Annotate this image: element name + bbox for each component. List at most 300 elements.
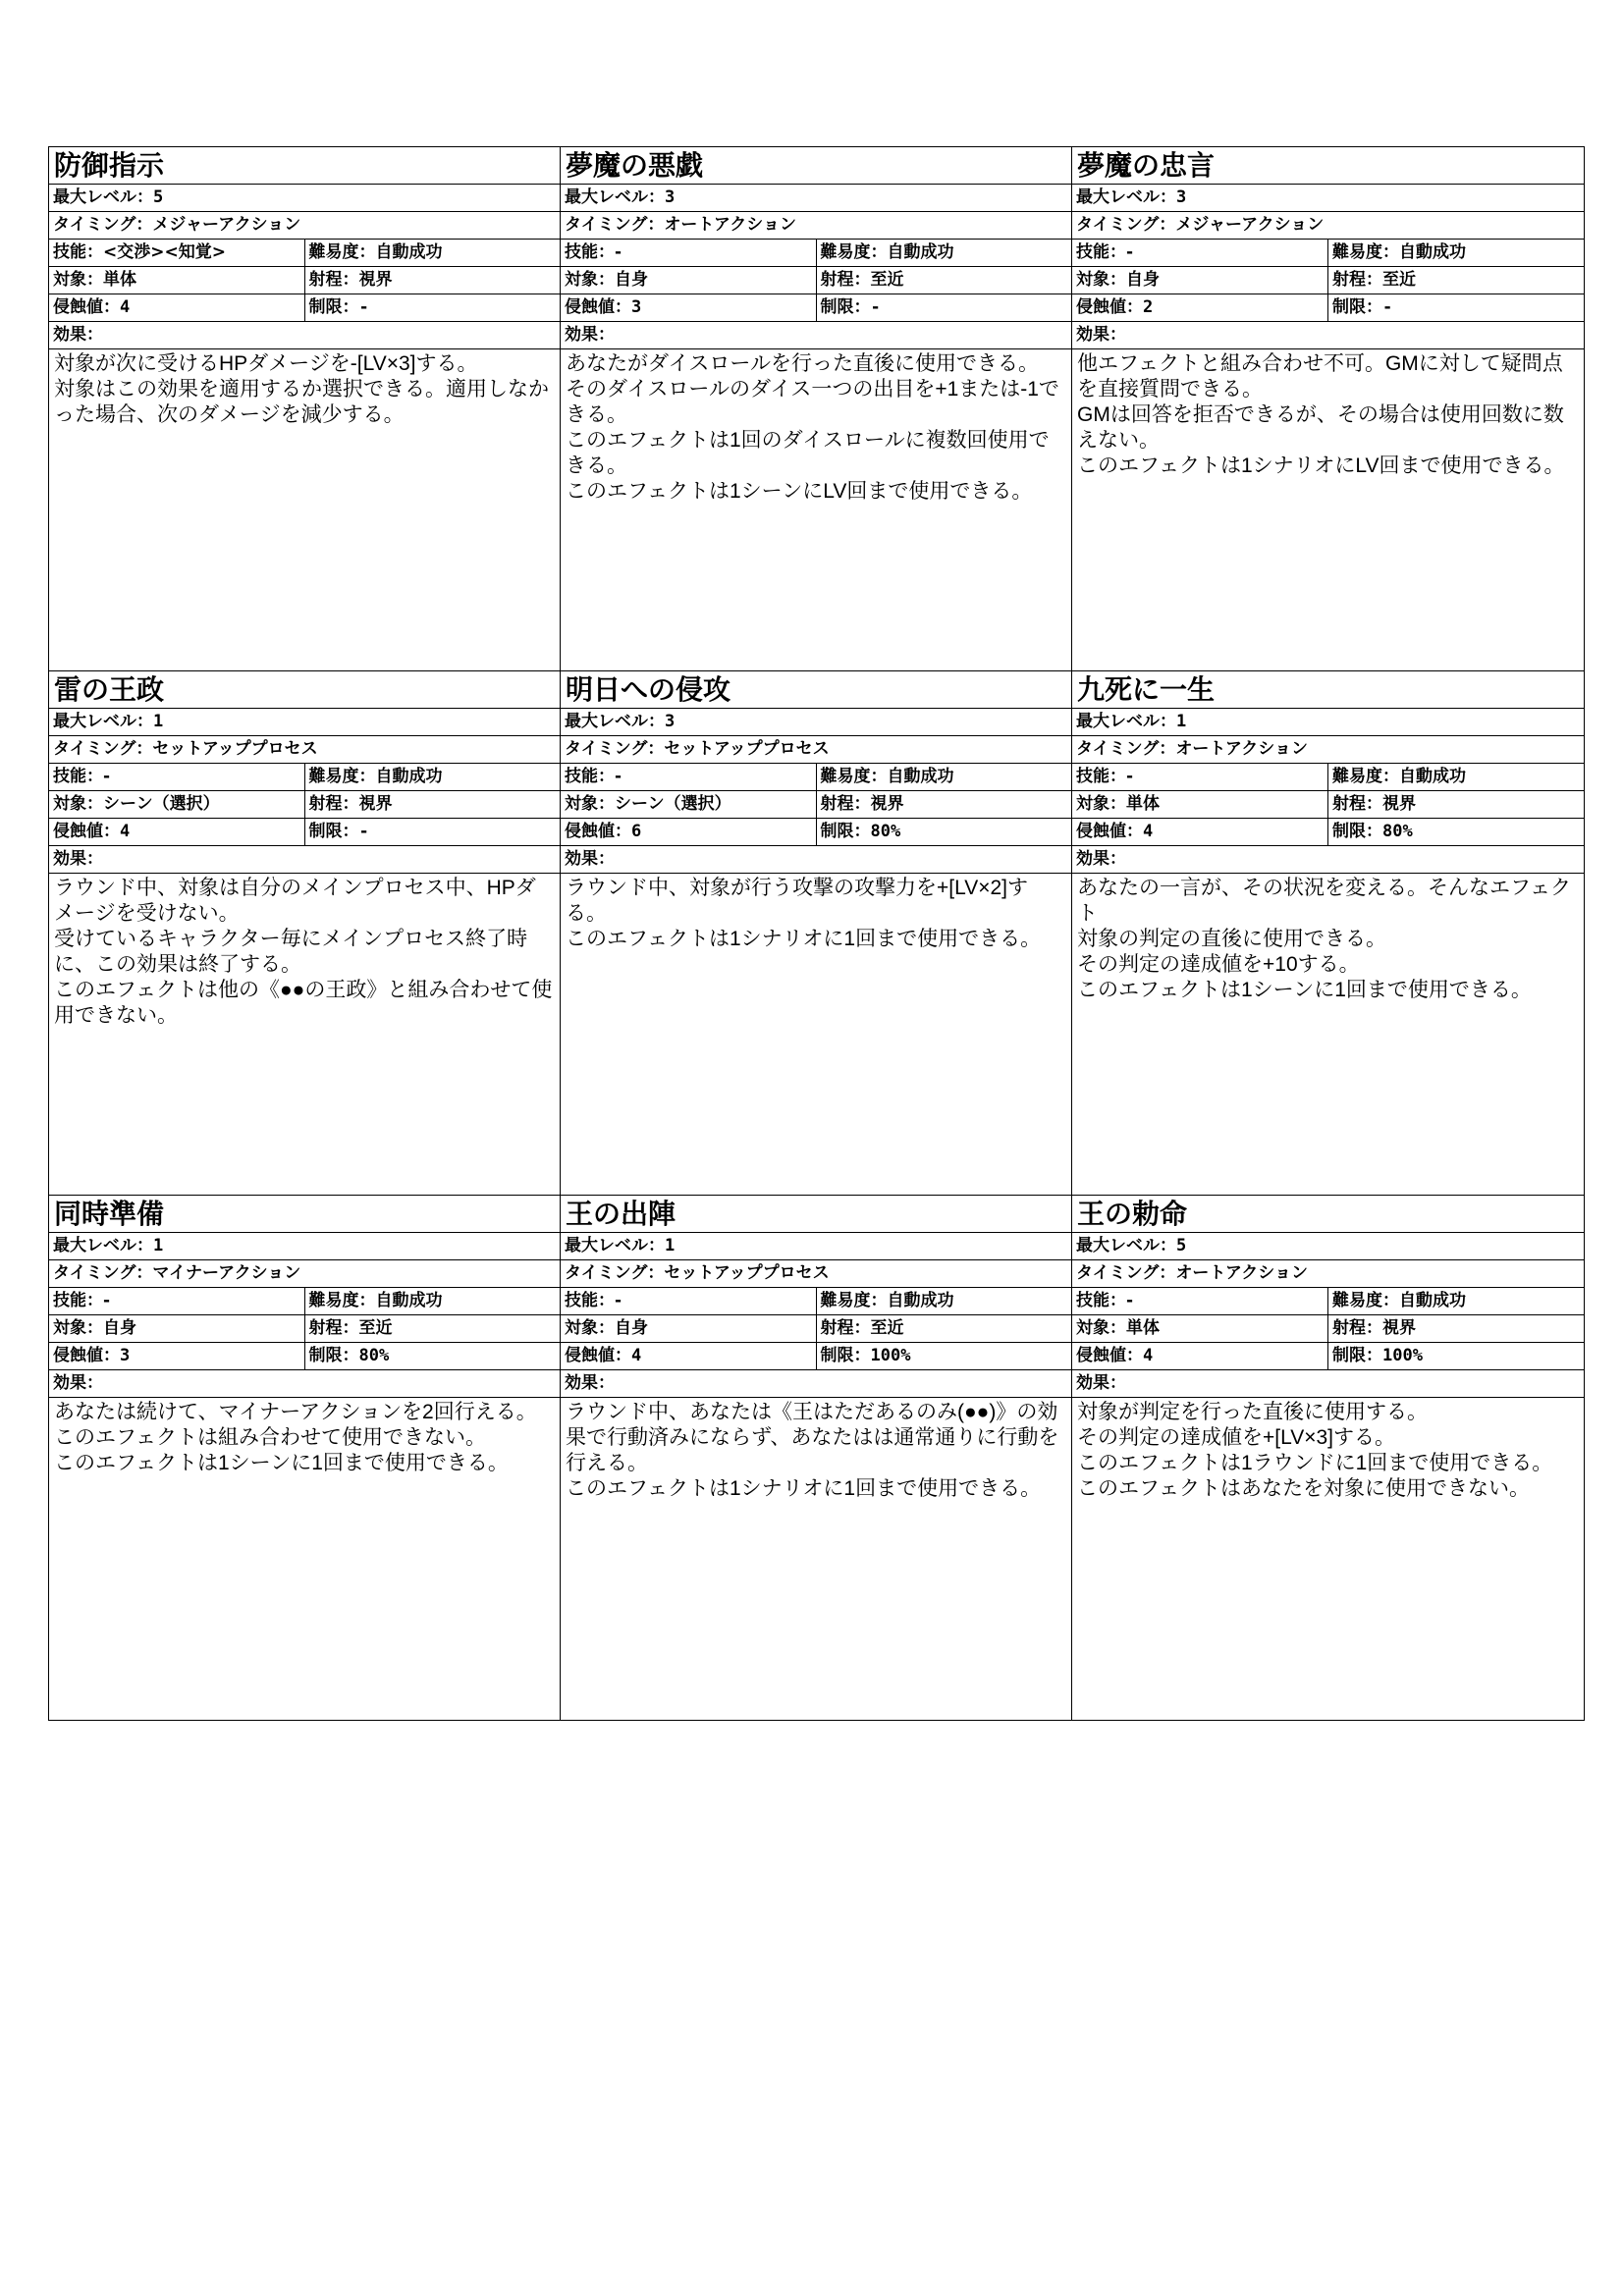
effect-label: 効果：	[1076, 849, 1126, 869]
skill-row	[1072, 240, 1584, 267]
skill-row	[49, 1288, 560, 1315]
target-value: 自身	[615, 1318, 648, 1338]
target-value: シーン（選択）	[615, 794, 731, 814]
effect-label: 効果：	[53, 325, 103, 345]
effect-label: 効果：	[565, 325, 615, 345]
card-title-row	[561, 1196, 1071, 1233]
effect-text: ラウンド中、対象は自分のメインプロセス中、HPダメージを受けない。 受けているキャラクター毎にメインプロセス終了時に、この効果は終了する。 このエフェクトは他の《●●の王政》と組み合わせて使用できない。	[54, 877, 553, 1027]
max-level-label: 最大レベル：	[1076, 712, 1176, 731]
target-cell	[49, 791, 304, 818]
limit-value: -	[358, 297, 369, 317]
target-value: 単体	[1126, 794, 1160, 814]
range-value: 至近	[870, 1318, 904, 1338]
max-level-row	[49, 709, 560, 736]
timing-value: メジャーアクション	[152, 215, 301, 235]
difficulty-label: 難易度：	[308, 767, 376, 786]
erosion-row	[561, 294, 1071, 322]
max-level-row	[1072, 709, 1584, 736]
erosion-cell	[1072, 819, 1327, 845]
range-cell	[816, 267, 1072, 294]
erosion-label: 侵蝕値：	[565, 297, 631, 317]
difficulty-label: 難易度：	[308, 1291, 376, 1310]
effect-label: 効果：	[565, 1373, 615, 1393]
skill-value: -	[1126, 1291, 1134, 1310]
range-cell	[304, 1315, 561, 1342]
effect-text: 他エフェクトと組み合わせ不可。GMに対して疑問点を直接質問できる。 GMは回答を拒否できるが、その場合は使用回数に数えない。 このエフェクトは1シナリオにLV回まで使用できる。	[1077, 352, 1565, 477]
effect-text: あなたの一言が、その状況を変える。そんなエフェクト 対象の判定の直後に使用できる。 その判定の達成値を+10する。 このエフェクトは1シーンに1回まで使用できる。	[1077, 877, 1571, 1001]
target-cell	[561, 267, 816, 294]
erosion-value: 4	[120, 297, 131, 317]
erosion-cell	[561, 1343, 816, 1369]
effect-card	[561, 671, 1072, 1196]
limit-cell	[816, 819, 1072, 845]
skill-label: 技能：	[565, 242, 615, 262]
target-cell	[561, 1315, 816, 1342]
difficulty-cell	[816, 1288, 1072, 1314]
difficulty-value: 自動成功	[375, 242, 443, 262]
target-row	[561, 267, 1071, 294]
timing-row	[49, 1260, 560, 1288]
max-level-cell	[561, 185, 1071, 211]
max-level-label: 最大レベル：	[565, 187, 665, 207]
max-level-cell	[49, 1233, 560, 1259]
limit-label: 制限：	[1332, 822, 1382, 841]
erosion-cell	[1072, 294, 1327, 321]
difficulty-cell	[304, 764, 561, 790]
card-name: 夢魔の忠言	[1077, 149, 1216, 182]
limit-value: -	[1382, 297, 1393, 317]
target-label: 対象：	[1076, 794, 1126, 814]
difficulty-label: 難易度：	[820, 242, 888, 262]
effect-card	[1072, 1196, 1584, 1720]
card-title-row	[49, 671, 560, 709]
effect-text: 対象が判定を行った直後に使用する。 その判定の達成値を+[LV×3]する。 このエフェクトは1ラウンドに1回まで使用できる。 このエフェクトはあなたを対象に使用できない。	[1077, 1401, 1553, 1500]
effect-header-row	[1072, 1370, 1584, 1398]
card-name: 王の勅命	[1077, 1198, 1188, 1230]
max-level-value: 1	[153, 1236, 164, 1255]
effect-header-row	[49, 322, 560, 349]
timing-row	[561, 212, 1071, 240]
erosion-value: 3	[120, 1346, 131, 1365]
limit-value: 80%	[1382, 822, 1413, 841]
effect-label: 効果：	[53, 1373, 103, 1393]
target-row	[561, 791, 1071, 819]
timing-value: オートアクション	[664, 215, 796, 235]
difficulty-value: 自動成功	[1399, 1291, 1466, 1310]
skill-label: 技能：	[53, 767, 103, 786]
erosion-row	[49, 1343, 560, 1370]
erosion-row	[1072, 294, 1584, 322]
timing-label: タイミング：	[1076, 215, 1176, 235]
skill-label: 技能：	[1076, 242, 1126, 262]
max-level-cell	[49, 709, 560, 735]
target-row	[1072, 1315, 1584, 1343]
card-title-row	[49, 147, 560, 185]
range-label: 射程：	[1332, 270, 1382, 290]
effect-card	[561, 147, 1072, 671]
target-value: 自身	[103, 1318, 136, 1338]
erosion-row	[1072, 1343, 1584, 1370]
card-title-row	[1072, 147, 1584, 185]
erosion-row	[1072, 819, 1584, 846]
max-level-row	[561, 1233, 1071, 1260]
timing-label: タイミング：	[565, 1263, 665, 1283]
range-value: 至近	[870, 270, 904, 290]
range-value: 視界	[358, 794, 393, 814]
skill-value: -	[1126, 767, 1134, 786]
target-label: 対象：	[53, 1318, 103, 1338]
limit-label: 制限：	[820, 297, 871, 317]
effect-text: あなたは続けて、マイナーアクションを2回行える。 このエフェクトは組み合わせて使用できない。 このエフェクトは1シーンに1回まで使用できる。	[54, 1401, 537, 1474]
skill-label: 技能：	[1076, 1291, 1126, 1310]
max-level-label: 最大レベル：	[53, 187, 153, 207]
difficulty-label: 難易度：	[820, 767, 888, 786]
max-level-value: 3	[1176, 187, 1187, 207]
timing-cell	[49, 736, 560, 763]
limit-label: 制限：	[308, 297, 359, 317]
limit-label: 制限：	[1332, 297, 1382, 317]
target-label: 対象：	[53, 794, 103, 814]
card-title-row	[1072, 671, 1584, 709]
skill-cell	[561, 1288, 816, 1314]
max-level-label: 最大レベル：	[1076, 187, 1176, 207]
card-name: 雷の王政	[54, 673, 165, 706]
limit-cell	[1327, 1343, 1584, 1369]
skill-cell	[49, 1288, 304, 1314]
max-level-cell	[1072, 709, 1584, 735]
timing-cell	[561, 1260, 1071, 1287]
limit-value: 100%	[1382, 1346, 1423, 1365]
erosion-row	[561, 1343, 1071, 1370]
target-cell	[1072, 791, 1327, 818]
timing-cell	[49, 1260, 560, 1287]
target-value: 単体	[103, 270, 136, 290]
range-cell	[304, 791, 561, 818]
target-row	[1072, 791, 1584, 819]
max-level-row	[49, 185, 560, 212]
erosion-row	[49, 294, 560, 322]
skill-label: 技能：	[565, 767, 615, 786]
erosion-value: 3	[631, 297, 642, 317]
timing-row	[49, 212, 560, 240]
skill-row	[49, 764, 560, 791]
limit-cell	[1327, 294, 1584, 321]
difficulty-cell	[816, 764, 1072, 790]
erosion-label: 侵蝕値：	[53, 1346, 120, 1365]
limit-value: 80%	[870, 822, 901, 841]
range-label: 射程：	[1332, 1318, 1382, 1338]
timing-cell	[561, 212, 1071, 239]
effect-header-row	[561, 846, 1071, 874]
effect-header-row	[561, 322, 1071, 349]
timing-value: マイナーアクション	[152, 1263, 301, 1283]
max-level-value: 5	[153, 187, 164, 207]
target-label: 対象：	[1076, 1318, 1126, 1338]
target-label: 対象：	[565, 794, 615, 814]
skill-value: -	[103, 1291, 111, 1310]
skill-value: -	[103, 767, 111, 786]
skill-row	[561, 240, 1071, 267]
timing-label: タイミング：	[565, 739, 665, 759]
max-level-label: 最大レベル：	[1076, 1236, 1176, 1255]
timing-row	[1072, 212, 1584, 240]
max-level-value: 1	[1176, 712, 1187, 731]
card-name: 明日への侵攻	[566, 673, 731, 706]
target-value: シーン（選択）	[103, 794, 220, 814]
skill-label: 技能：	[53, 242, 103, 262]
erosion-label: 侵蝕値：	[1076, 1346, 1143, 1365]
card-name: 九死に一生	[1077, 673, 1216, 706]
difficulty-value: 自動成功	[887, 242, 954, 262]
max-level-label: 最大レベル：	[53, 1236, 153, 1255]
timing-row	[49, 736, 560, 764]
card-title-row	[561, 671, 1071, 709]
erosion-cell	[561, 819, 816, 845]
skill-row	[49, 240, 560, 267]
timing-label: タイミング：	[53, 739, 153, 759]
timing-label: タイミング：	[1076, 739, 1176, 759]
range-label: 射程：	[308, 1318, 359, 1338]
range-label: 射程：	[1332, 794, 1382, 814]
effect-card	[49, 671, 561, 1196]
erosion-row	[561, 819, 1071, 846]
erosion-value: 4	[1143, 1346, 1154, 1365]
skill-cell	[561, 240, 816, 266]
difficulty-cell	[304, 1288, 561, 1314]
erosion-cell	[49, 1343, 304, 1369]
max-level-cell	[561, 709, 1071, 735]
timing-value: セットアッププロセス	[152, 739, 318, 759]
skill-label: 技能：	[53, 1291, 103, 1310]
effect-card-sheet	[48, 146, 1585, 1721]
erosion-value: 6	[631, 822, 642, 841]
target-label: 対象：	[1076, 270, 1126, 290]
erosion-label: 侵蝕値：	[565, 1346, 631, 1365]
target-value: 自身	[1126, 270, 1160, 290]
range-cell	[1327, 791, 1584, 818]
limit-cell	[816, 1343, 1072, 1369]
timing-label: タイミング：	[1076, 1263, 1176, 1283]
difficulty-value: 自動成功	[375, 767, 443, 786]
skill-cell	[49, 240, 304, 266]
max-level-cell	[49, 185, 560, 211]
range-label: 射程：	[820, 794, 871, 814]
timing-value: メジャーアクション	[1175, 215, 1325, 235]
effect-card	[1072, 147, 1584, 671]
target-cell	[1072, 267, 1327, 294]
skill-value: -	[1126, 242, 1134, 262]
skill-row	[561, 1288, 1071, 1315]
effect-header-row	[49, 846, 560, 874]
skill-value: -	[615, 767, 622, 786]
difficulty-cell	[816, 240, 1072, 266]
timing-value: セットアッププロセス	[664, 1263, 830, 1283]
erosion-cell	[49, 819, 304, 845]
max-level-row	[561, 709, 1071, 736]
erosion-value: 2	[1143, 297, 1154, 317]
limit-label: 制限：	[1332, 1346, 1382, 1365]
timing-value: オートアクション	[1175, 739, 1308, 759]
target-value: 自身	[615, 270, 648, 290]
difficulty-cell	[304, 240, 561, 266]
skill-cell	[1072, 240, 1327, 266]
limit-label: 制限：	[820, 822, 871, 841]
range-label: 射程：	[820, 270, 871, 290]
difficulty-value: 自動成功	[1399, 242, 1466, 262]
limit-cell	[1327, 819, 1584, 845]
erosion-value: 4	[120, 822, 131, 841]
range-cell	[304, 267, 561, 294]
difficulty-cell	[1327, 240, 1584, 266]
limit-cell	[304, 819, 561, 845]
effect-card	[561, 1196, 1072, 1720]
skill-row	[561, 764, 1071, 791]
skill-cell	[49, 764, 304, 790]
erosion-label: 侵蝕値：	[565, 822, 631, 841]
effect-label: 効果：	[53, 849, 103, 869]
target-row	[49, 1315, 560, 1343]
timing-cell	[561, 736, 1071, 763]
limit-label: 制限：	[308, 1346, 359, 1365]
range-label: 射程：	[308, 270, 359, 290]
max-level-value: 1	[665, 1236, 676, 1255]
range-label: 射程：	[820, 1318, 871, 1338]
target-label: 対象：	[565, 270, 615, 290]
timing-row	[561, 1260, 1071, 1288]
max-level-cell	[561, 1233, 1071, 1259]
erosion-value: 4	[1143, 822, 1154, 841]
skill-row	[1072, 764, 1584, 791]
erosion-label: 侵蝕値：	[53, 822, 120, 841]
max-level-label: 最大レベル：	[565, 1236, 665, 1255]
effect-card	[49, 147, 561, 671]
card-name: 王の出陣	[566, 1198, 676, 1230]
erosion-cell	[49, 294, 304, 321]
erosion-label: 侵蝕値：	[1076, 822, 1143, 841]
limit-label: 制限：	[820, 1346, 871, 1365]
effect-header-row	[1072, 322, 1584, 349]
range-cell	[816, 791, 1072, 818]
max-level-value: 1	[153, 712, 164, 731]
difficulty-value: 自動成功	[1399, 767, 1466, 786]
skill-row	[1072, 1288, 1584, 1315]
erosion-label: 侵蝕値：	[1076, 297, 1143, 317]
range-cell	[816, 1315, 1072, 1342]
range-value: 視界	[1382, 794, 1416, 814]
difficulty-cell	[1327, 764, 1584, 790]
timing-label: タイミング：	[53, 1263, 153, 1283]
skill-cell	[561, 764, 816, 790]
effect-text: 対象が次に受けるHPダメージを-[LV×3]する。 対象はこの効果を適用するか選択できる。適用しなかった場合、次のダメージを減少する。	[54, 352, 549, 426]
timing-row	[1072, 1260, 1584, 1288]
card-title-row	[49, 1196, 560, 1233]
max-level-label: 最大レベル：	[53, 712, 153, 731]
range-label: 射程：	[308, 794, 359, 814]
target-row	[561, 1315, 1071, 1343]
max-level-label: 最大レベル：	[565, 712, 665, 731]
timing-row	[1072, 736, 1584, 764]
range-cell	[1327, 1315, 1584, 1342]
card-name: 夢魔の悪戯	[566, 149, 704, 182]
difficulty-cell	[1327, 1288, 1584, 1314]
max-level-cell	[1072, 185, 1584, 211]
range-cell	[1327, 267, 1584, 294]
range-value: 視界	[870, 794, 904, 814]
erosion-row	[49, 819, 560, 846]
target-label: 対象：	[53, 270, 103, 290]
card-name: 同時準備	[54, 1198, 165, 1230]
max-level-row	[1072, 185, 1584, 212]
target-value: 単体	[1126, 1318, 1160, 1338]
target-cell	[49, 1315, 304, 1342]
difficulty-value: 自動成功	[375, 1291, 443, 1310]
max-level-value: 3	[665, 712, 676, 731]
effect-header-row	[1072, 846, 1584, 874]
timing-cell	[1072, 736, 1584, 763]
timing-cell	[1072, 1260, 1584, 1287]
timing-cell	[1072, 212, 1584, 239]
difficulty-value: 自動成功	[887, 1291, 954, 1310]
timing-row	[561, 736, 1071, 764]
limit-value: 100%	[870, 1346, 911, 1365]
effect-text: ラウンド中、対象が行う攻撃の攻撃力を+[LV×2]する。 このエフェクトは1シナリオに1回まで使用できる。	[566, 877, 1042, 950]
erosion-cell	[1072, 1343, 1327, 1369]
target-cell	[561, 791, 816, 818]
timing-value: オートアクション	[1175, 1263, 1308, 1283]
erosion-cell	[561, 294, 816, 321]
limit-cell	[816, 294, 1072, 321]
skill-value: <交渉><知覚>	[103, 242, 226, 262]
effect-label: 効果：	[1076, 1373, 1126, 1393]
effect-text: ラウンド中、あなたは《王はただあるのみ(●●)》の効果で行動済みにならず、あなたはは通常通りに行動を行える。 このエフェクトは1シナリオに1回まで使用できる。	[566, 1401, 1059, 1500]
target-row	[49, 267, 560, 294]
card-name: 防御指示	[54, 149, 165, 182]
target-cell	[1072, 1315, 1327, 1342]
effect-text: あなたがダイスロールを行った直後に使用できる。 そのダイスロールのダイス一つの出目を+1または-1できる。 このエフェクトは1回のダイスロールに複数回使用できる。 このエフェクトは1シーンにLV回まで使用できる。	[566, 352, 1059, 503]
erosion-label: 侵蝕値：	[53, 297, 120, 317]
limit-value: -	[358, 822, 369, 841]
skill-label: 技能：	[1076, 767, 1126, 786]
range-value: 至近	[358, 1318, 393, 1338]
timing-label: タイミング：	[565, 215, 665, 235]
skill-cell	[1072, 1288, 1327, 1314]
skill-cell	[1072, 764, 1327, 790]
effect-card	[1072, 671, 1584, 1196]
max-level-value: 5	[1176, 1236, 1187, 1255]
difficulty-value: 自動成功	[887, 767, 954, 786]
timing-cell	[49, 212, 560, 239]
limit-value: -	[870, 297, 881, 317]
target-row	[1072, 267, 1584, 294]
effect-card	[49, 1196, 561, 1720]
skill-value: -	[615, 1291, 622, 1310]
target-cell	[49, 267, 304, 294]
max-level-value: 3	[665, 187, 676, 207]
target-row	[49, 791, 560, 819]
max-level-row	[1072, 1233, 1584, 1260]
max-level-row	[49, 1233, 560, 1260]
card-title-row	[1072, 1196, 1584, 1233]
limit-value: 80%	[358, 1346, 390, 1365]
skill-label: 技能：	[565, 1291, 615, 1310]
limit-cell	[304, 294, 561, 321]
effect-header-row	[561, 1370, 1071, 1398]
limit-cell	[304, 1343, 561, 1369]
difficulty-label: 難易度：	[1332, 242, 1399, 262]
difficulty-label: 難易度：	[1332, 1291, 1399, 1310]
skill-value: -	[615, 242, 622, 262]
target-label: 対象：	[565, 1318, 615, 1338]
